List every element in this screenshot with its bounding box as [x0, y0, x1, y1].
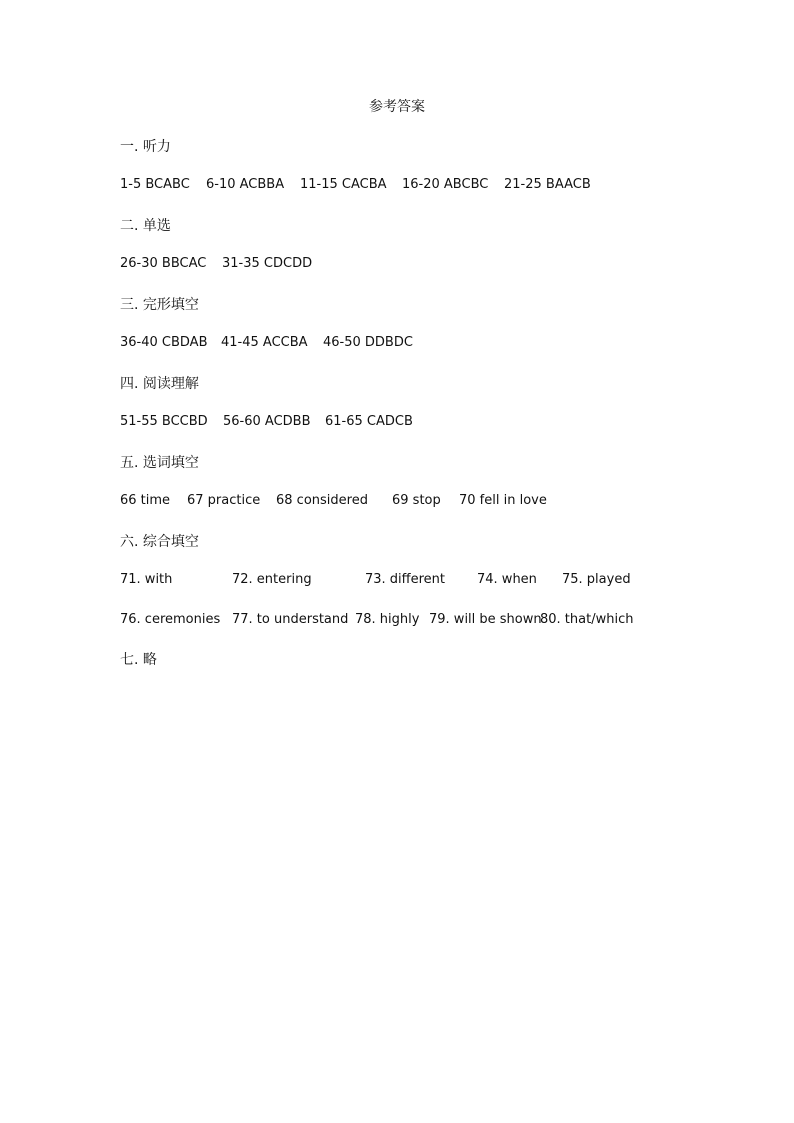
answer-item: 51-55 BCCBD [120, 414, 208, 429]
section-heading-comprehensive: 六. 综合填空 [120, 534, 199, 550]
answer-item: 80. that/which [540, 612, 634, 627]
answer-item: 11-15 CACBA [300, 177, 387, 192]
answer-item: 61-65 CADCB [325, 414, 413, 429]
answer-item: 56-60 ACDBB [223, 414, 311, 429]
section-heading-writing: 七. 略 [120, 652, 157, 668]
section-heading-reading: 四. 阅读理解 [120, 376, 199, 392]
answer-item: 67 practice [187, 493, 261, 508]
answer-item: 73. different [365, 572, 446, 587]
answer-item: 71. with [120, 572, 173, 587]
answer-item: 79. will be shown [429, 612, 542, 627]
page-title: 参考答案 [369, 99, 425, 115]
section-heading-word-choice: 五. 选词填空 [120, 455, 199, 471]
answer-item: 78. highly [355, 612, 420, 627]
answer-item: 76. ceremonies [120, 612, 221, 627]
answer-item: 6-10 ACBBA [206, 177, 285, 192]
answer-item: 77. to understand [232, 612, 349, 627]
section-heading-cloze: 三. 完形填空 [120, 297, 199, 313]
answer-item: 1-5 BCABC [120, 177, 190, 192]
answer-item: 74. when [477, 572, 537, 587]
answer-item: 46-50 DDBDC [323, 335, 413, 350]
section-heading-listening: 一. 听力 [120, 139, 171, 155]
answer-item: 72. entering [232, 572, 312, 587]
answer-item: 31-35 CDCDD [222, 256, 313, 271]
answer-item: 68 considered [276, 493, 368, 508]
answer-item: 75. played [562, 572, 631, 587]
answer-item: 69 stop [392, 493, 441, 508]
answer-item: 41-45 ACCBA [221, 335, 308, 350]
answer-item: 21-25 BAACB [504, 177, 591, 192]
answer-item: 66 time [120, 493, 171, 508]
section-heading-single-choice: 二. 单选 [120, 218, 171, 234]
answer-item: 36-40 CBDAB [120, 335, 208, 350]
answer-item: 16-20 ABCBC [402, 177, 489, 192]
answer-item: 26-30 BBCAC [120, 256, 207, 271]
answer-item: 70 fell in love [459, 493, 547, 508]
